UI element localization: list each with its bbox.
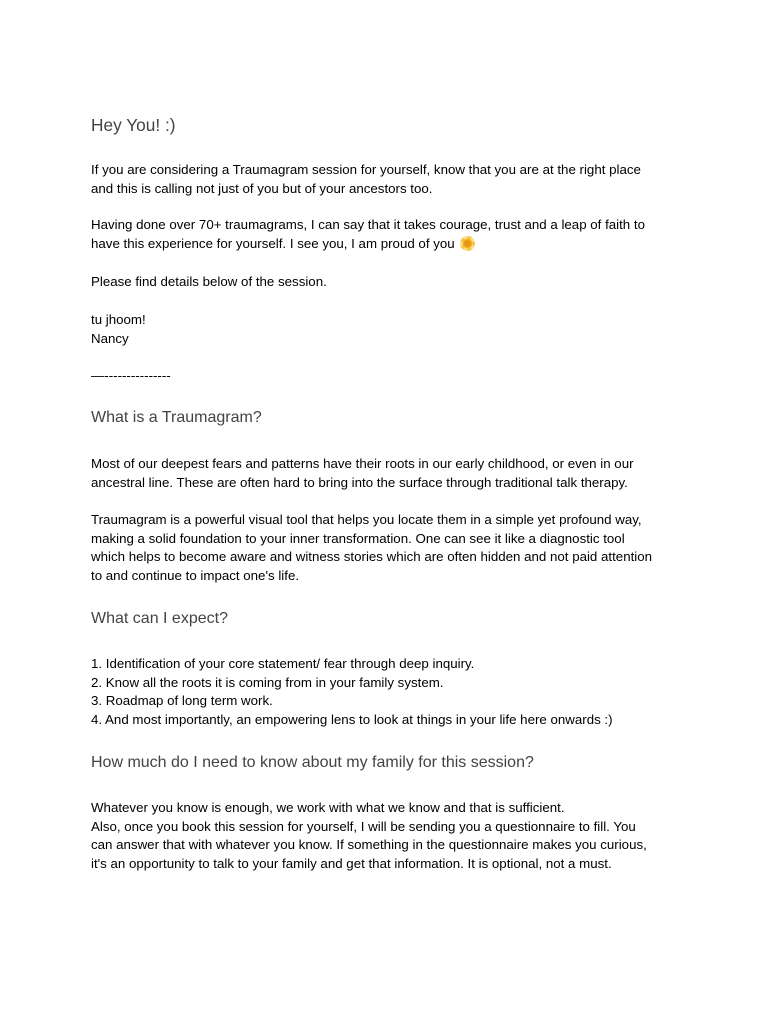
divider-line: —--------------- xyxy=(91,368,171,383)
expect-heading: What can I expect? xyxy=(91,610,228,627)
text-line: which helps to become aware and witness stories which are often hidden and not paid attention xyxy=(91,549,653,565)
signature-text: Nancy xyxy=(91,330,129,346)
intro-paragraph-2 xyxy=(91,216,691,253)
family-heading: How much do I need to know about my family for this session? xyxy=(91,754,534,771)
list-item: 1. Identification of your core statement/ fear through deep inquiry. xyxy=(91,656,475,671)
signoff-block xyxy=(91,311,691,348)
text-line: to and continue to impact one's life. xyxy=(91,567,300,583)
list-item: 4. And most importantly, an empowering lens to look at things in your life here onwards :) xyxy=(91,711,613,727)
text-line: have this experience for yourself. I see you, I am proud of you xyxy=(91,235,455,251)
intro-paragraph-3: Please find details below of the session. xyxy=(91,274,327,289)
list-item: 3. Roadmap of long term work. xyxy=(91,693,273,709)
text-line-with-icon xyxy=(91,235,691,254)
blossom-icon xyxy=(460,236,475,251)
family-paragraph xyxy=(91,799,691,873)
text-line: Traumagram is a powerful visual tool that helps you locate them in a simple yet profound way, xyxy=(91,512,642,527)
text-line: ancestral line. These are often hard to bring into the surface through traditional talk therapy. xyxy=(91,474,628,490)
what-is-paragraph-2 xyxy=(91,511,691,585)
text-line: it's an opportunity to talk to your family and get that information. It is optional, not a must. xyxy=(91,855,612,871)
signoff-text: tu jhoom! xyxy=(91,312,146,327)
what-is-paragraph-1 xyxy=(91,455,691,492)
what-is-heading: What is a Traumagram? xyxy=(91,409,262,426)
text-line: can answer that with whatever you know. If something in the questionnaire makes you curious, xyxy=(91,837,647,853)
list-item: 2. Know all the roots it is coming from in your family system. xyxy=(91,674,444,690)
text-line: Most of our deepest fears and patterns have their roots in our early childhood, or even in our xyxy=(91,456,634,471)
expect-list xyxy=(91,655,691,729)
text-line: and this is calling not just of you but of your ancestors too. xyxy=(91,180,433,196)
text-line: If you are considering a Traumagram session for yourself, know that you are at the right place xyxy=(91,162,641,177)
text-line: Also, once you book this session for yourself, I will be sending you a questionnaire to fill. You xyxy=(91,818,636,834)
text-line: making a solid foundation to your inner transformation. One can see it like a diagnostic tool xyxy=(91,530,625,546)
greeting-heading: Hey You! :) xyxy=(91,115,176,135)
text-line: Having done over 70+ traumagrams, I can say that it takes courage, trust and a leap of faith to xyxy=(91,217,645,232)
intro-paragraph-1 xyxy=(91,161,691,198)
text-line: Whatever you know is enough, we work with what we know and that is sufficient. xyxy=(91,800,565,815)
